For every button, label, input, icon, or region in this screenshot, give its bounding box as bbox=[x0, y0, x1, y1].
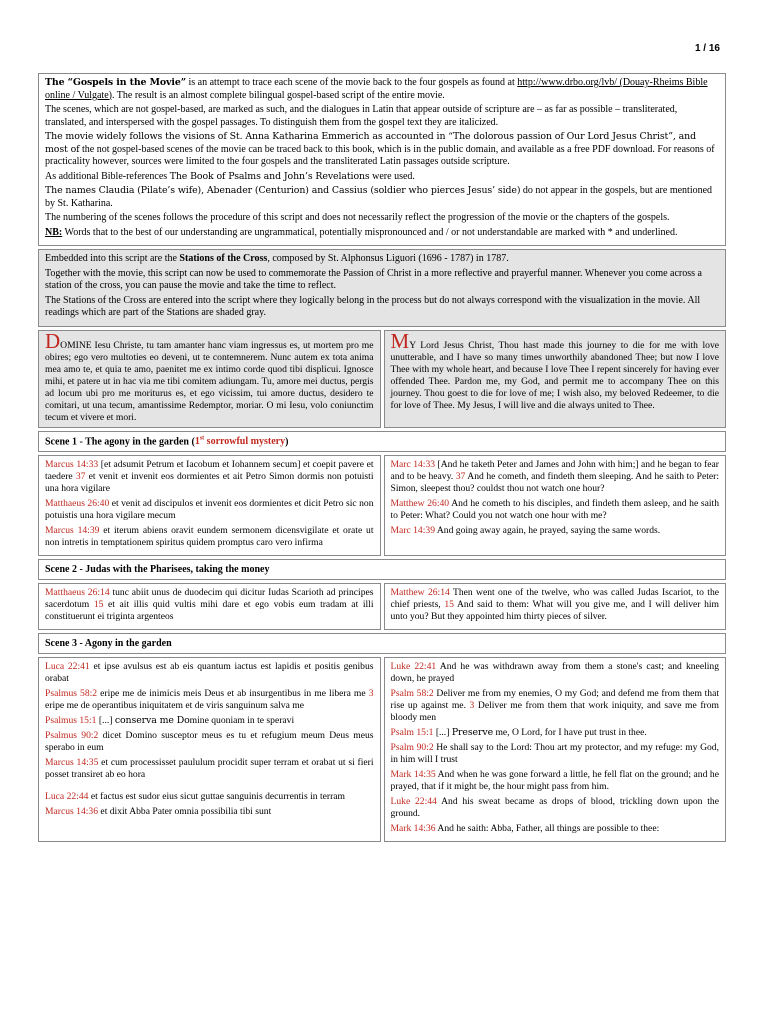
verse: Psalm 58:2 Deliver me from my enemies, O my God; and defend me from them that rise up against me. 3 Deliver me from them that work iniquity, and save me from bloody men bbox=[390, 687, 719, 723]
prayer-english: MY Lord Jesus Christ, Thou hast made this journey to die for me with love unutterable, and I have so many times unworthily abandoned Thee; but now I love Thee with my whole heart, and because I love Thee I repent sincerely for having ever offended Thee. Pardon me, my God, and permit me to accompany Thee on this journey. Thou goest to die for love of me; I wish also, my beloved Redeemer, to die for love of Thee. My Jesus, I will live and die always united to Thee. bbox=[384, 330, 727, 428]
verse-reference: Matthaeus 26:14 bbox=[45, 586, 110, 598]
intro-paragraph: NB: Words that to the best of our understanding are ungrammatical, potentially mispronounced and / or not understandable are marked with * and underlined. bbox=[45, 226, 678, 238]
verse: Psalmus 15:1 [...] conserva me Domine quoniam in te speravi bbox=[45, 714, 295, 726]
scene-heading: Scene 2 - Judas with the Pharisees, taking the money bbox=[38, 559, 726, 580]
verse-reference: Marcus 14:39 bbox=[45, 524, 100, 536]
intro-title: The “Gospels in the Movie” bbox=[45, 77, 186, 88]
verse-reference: Matthew 26:14 bbox=[390, 586, 450, 598]
latin-column bbox=[38, 455, 381, 556]
stations-box bbox=[38, 249, 726, 327]
verse: Matthew 26:14 Then went one of the twelve, who was called Judas Iscariot, to the chief priests, 15 And said to them: What will you give me, and I will deliver him unto you? But they appointed him thirty pieces of silver. bbox=[390, 586, 720, 622]
verse-reference: Marc 14:33 bbox=[390, 458, 436, 470]
verse-reference: Matthaeus 26:40 bbox=[45, 497, 110, 509]
intro-paragraph: The movie widely follows the visions of St. Anna Katharina Emmerich as accounted in “The dolorous passion of Our Lord Jesus Christ”, and most of the not gospel-based scenes of the movie can be traced back to this book, which is in the public domain, and available as a free PDF download. For reasons of practicality however, sources were limited to the four gospels and the transliterated Latin passages outside scripture. bbox=[45, 131, 715, 167]
verse: Matthaeus 26:40 et venit ad discipulos et invenit eos dormientes et dicit Petro sic non potuistis una hora vigilare mecum bbox=[45, 497, 374, 521]
intro-paragraph: The names Claudia (Pilate’s wife), Abenader (Centurion) and Cassius (soldier who pierces Jesus’ side) do not appear in the gospels, but are mentioned by St. Katharina. bbox=[45, 185, 713, 209]
verse-reference: Luca 22:41 bbox=[45, 660, 90, 672]
prayer-row bbox=[38, 330, 726, 428]
drbo-link[interactable]: http://www.drbo.org/lvb/ (Douay-Rheims Bible online / Vulgate) bbox=[45, 77, 708, 101]
verse-reference: Luca 22:44 bbox=[45, 790, 89, 802]
intro-paragraph: The numbering of the scenes follows the procedure of this script and does not necessarily reflect the progression of the movie or the chapters of the gospels. bbox=[45, 212, 670, 223]
drop-cap: M bbox=[390, 328, 410, 353]
stations-paragraph: The Stations of the Cross are entered into the script where they logically belong in the process but do not always correspond with the visualization in the movie. All readings which are part of the Stations are shaded gray. bbox=[45, 294, 701, 318]
intro-paragraph: The “Gospels in the Movie” is an attempt to trace each scene of the movie back to the four gospels as found at http://www.drbo.org/lvb/ (Douay-Rheims Bible online / Vulgate). The result is an almost complete bilingual gospel-based script of the entire movie. bbox=[45, 77, 708, 101]
verse: Luke 22:41 And he was withdrawn away from them a stone's cast; and kneeling down, he prayed bbox=[390, 660, 720, 684]
scene-row bbox=[38, 455, 726, 556]
verse-reference: Psalm 90:2 bbox=[390, 741, 434, 753]
english-column bbox=[384, 657, 727, 842]
verse-reference: Psalm 15:1 bbox=[390, 726, 434, 738]
nb-label: NB: bbox=[45, 226, 63, 238]
verse-reference: Marc 14:39 bbox=[390, 524, 435, 536]
intro-paragraph: The scenes, which are not gospel-based, are marked as such, and the dialogues in Latin that appear outside of scripture are – as far as possible – transliterated, translated, and interspersed with the gospel passages. To distinguish them from the gospel text they are italicized. bbox=[45, 104, 678, 128]
verse-reference: Luke 22:41 bbox=[390, 660, 437, 672]
verse: Marcus 14:36 et dixit Abba Pater omnia possibilia tibi sunt bbox=[45, 805, 272, 817]
verse: Luke 22:44 And his sweat became as drops of blood, trickling down upon the ground. bbox=[390, 795, 719, 819]
verse-reference: Marcus 14:35 bbox=[45, 756, 99, 768]
drop-cap: D bbox=[45, 328, 61, 353]
verse: Marc 14:33 [And he taketh Peter and James and John with him;] and he began to fear and to be heavy. 37 And he cometh, and findeth them sleeping. And he saith to Peter: Simon, sleepest thou? couldst thou not watch one hour? bbox=[390, 458, 719, 494]
verse: Matthew 26:40 And he cometh to his disciples, and findeth them asleep, and he saith to Peter: What? Could you not watch one hour with me? bbox=[390, 497, 720, 521]
verse: Marcus 14:35 et cum processisset paululum procidit super terram et orabat ut si fieri posset transiret ab eo hora bbox=[45, 756, 374, 780]
verse: Mark 14:35 And when he was gone forward a little, he fell flat on the ground; and he prayed, that if it might be, the hour might pass from him. bbox=[390, 768, 719, 792]
verse: Psalmus 90:2 dicet Domino susceptor meus es tu et refugium meum Deus meus sperabo in eum bbox=[45, 729, 374, 753]
verse-reference: Psalm 58:2 bbox=[390, 687, 434, 699]
page-number: 1 / 16 bbox=[694, 43, 720, 54]
scene-row bbox=[38, 657, 726, 842]
scene-heading: Scene 3 - Agony in the garden bbox=[38, 633, 726, 654]
scene-heading: Scene 1 - The agony in the garden (1st sorrowful mystery) bbox=[38, 431, 726, 452]
verse-reference: Marcus 14:33 bbox=[45, 458, 99, 470]
document-body bbox=[38, 73, 726, 845]
verse-reference: Marcus 14:36 bbox=[45, 805, 99, 817]
verse: Mark 14:36 And he saith: Abba, Father, all things are possible to thee: bbox=[390, 822, 660, 834]
verse-reference: Psalmus 15:1 bbox=[45, 714, 97, 726]
latin-column bbox=[38, 583, 381, 630]
verse: Marcus 14:39 et iterum abiens oravit eundem sermonem dicensvigilate et orate ut non intretis in temptationem spiritus quidem promptus caro vero infirma bbox=[45, 524, 374, 548]
english-column bbox=[384, 583, 727, 630]
verse: Psalmus 58:2 eripe me de inimicis meis Deus et ab insurgentibus in me libera me 3 eripe me de operantibus iniquitatem et de viris sanguinum salva me bbox=[45, 687, 374, 711]
verse-reference: Psalmus 58:2 bbox=[45, 687, 98, 699]
latin-column bbox=[38, 657, 381, 842]
verse: Marcus 14:33 [et adsumit Petrum et Iacobum et Iohannem secum] et coepit pavere et taedere 37 et venit et invenit eos dormientes et ait Petro Simon dormis non potuisti una hora vigilare bbox=[45, 458, 374, 494]
scene-row bbox=[38, 583, 726, 630]
verse-reference: Matthew 26:40 bbox=[390, 497, 450, 509]
verse-reference: Mark 14:35 bbox=[390, 768, 436, 780]
verse-reference: Psalmus 90:2 bbox=[45, 729, 99, 741]
verse: Luca 22:44 et factus est sudor eius sicut guttae sanguinis decurrentis in terram bbox=[45, 790, 346, 802]
verse: Luca 22:41 et ipse avulsus est ab eis quantum iactus est lapidis et positis genibus orabat bbox=[45, 660, 374, 684]
verse-reference: Luke 22:44 bbox=[390, 795, 437, 807]
english-column bbox=[384, 455, 727, 556]
intro-paragraph: As additional Bible-references The Book of Psalms and John’s Revelations were used. bbox=[45, 170, 415, 182]
verse: Matthaeus 26:14 tunc abiit unus de duodecim qui dicitur Iudas Scarioth ad principes sacerdotum 15 et ait illis quid vultis mihi dare et ego vobis eum tradam at illi constituerunt ei triginta argenteos bbox=[45, 586, 374, 622]
verse: Marc 14:39 And going away again, he prayed, saying the same words. bbox=[390, 524, 661, 536]
verse: Psalm 15:1 [...] Preserve me, O Lord, for I have put trust in thee. bbox=[390, 726, 647, 738]
stations-paragraph: Together with the movie, this script can now be used to commemorate the Passion of Christ in a more reflective and prayerful manner. Whenever you come across a station of the cross, you can pause the movie and take the time to reflect. bbox=[45, 267, 702, 291]
stations-paragraph: Embedded into this script are the Stations of the Cross, composed by St. Alphonsus Liguori (1696 - 1787) in 1787. bbox=[45, 253, 509, 264]
verse-reference: Mark 14:36 bbox=[390, 822, 436, 834]
intro-box bbox=[38, 73, 726, 246]
prayer-latin: DOMINE Iesu Christe, tu tam amanter hanc viam ingressus es, ut mortem pro me obires; ego vero multoties eo deveni, ut te contemnerem. Nunc autem ex tota anima mea amo te, et quia te amo, paenitet me ex intimo corde quod tibi displicui. Ignosce mihi, et patere ut in hac via me tibi comitem adiungam. Tu, amore mei ductus, pergis ad locum ubi pro me moriturus es, et ego vicissim, tui amore ductus, desidero te comitari, ut una tecum, amantissime Redemptor, moriar. O mi Iesu, volo coniunctim tecum et vivere et mori. bbox=[38, 330, 381, 428]
verse: Psalm 90:2 He shall say to the Lord: Thou art my protector, and my refuge: my God, in him will I trust bbox=[390, 741, 719, 765]
